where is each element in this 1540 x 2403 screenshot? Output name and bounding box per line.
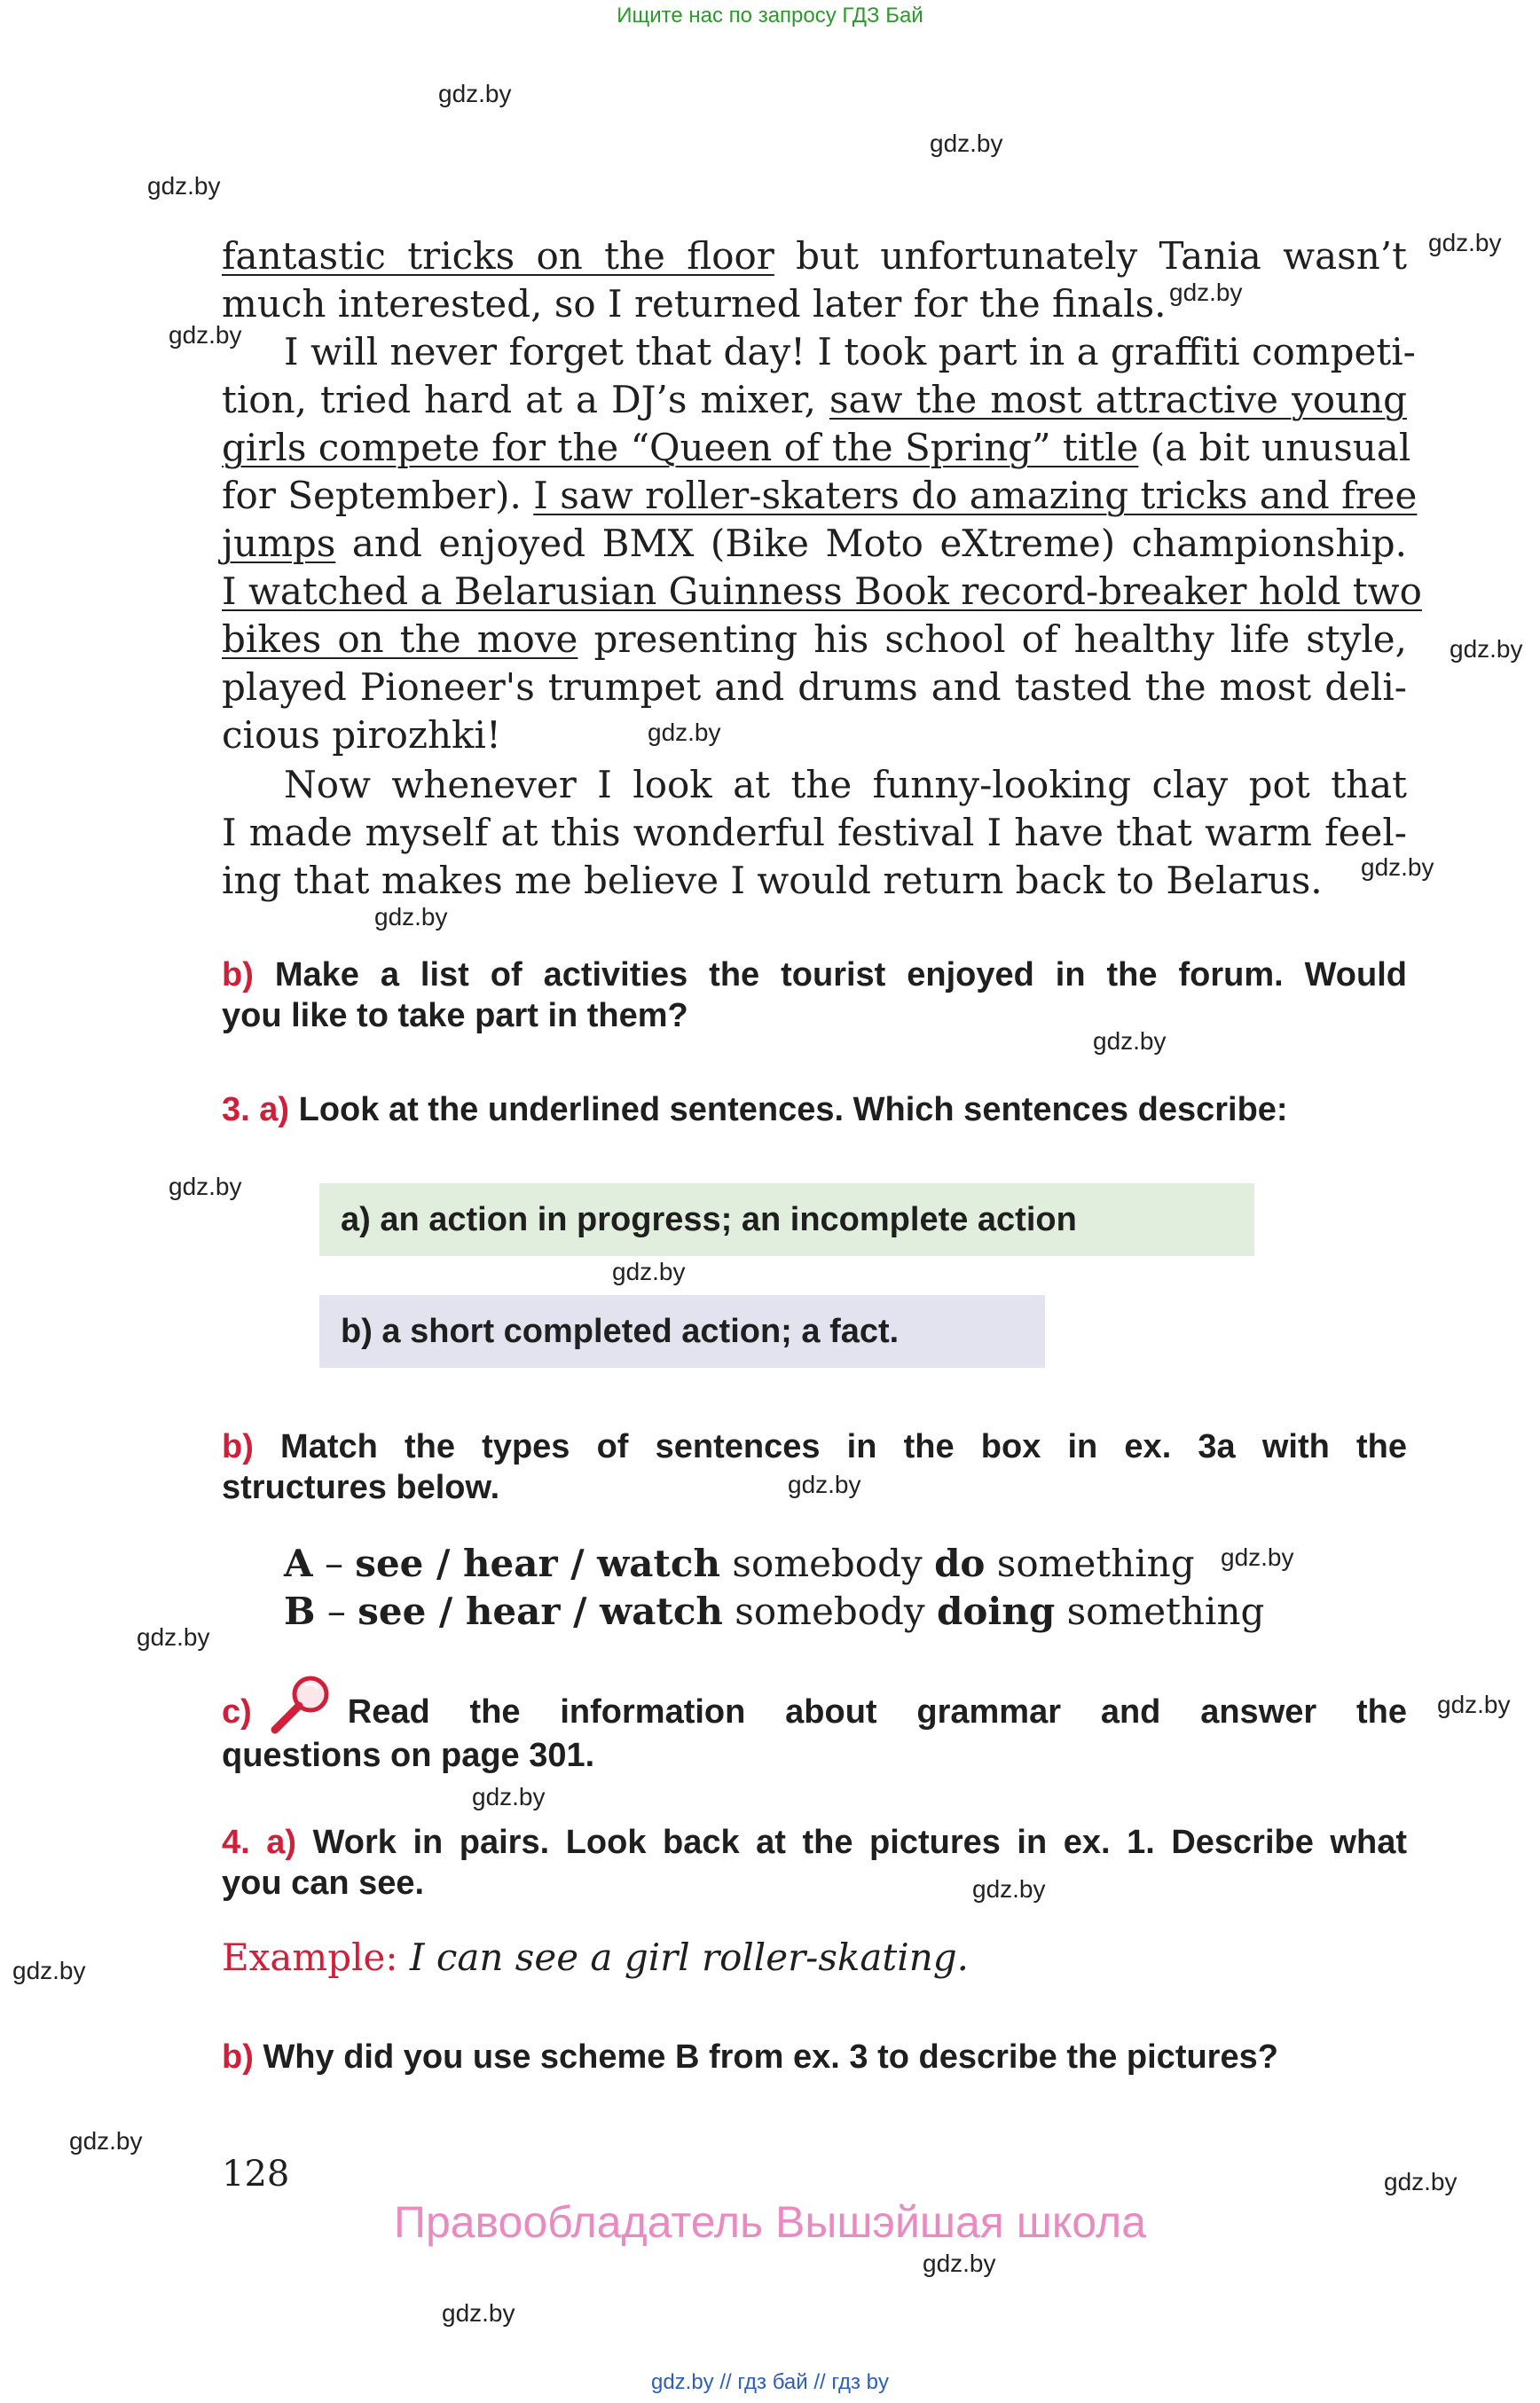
task-3c <box>222 1689 1407 1776</box>
task-3b-line-1 <box>222 1426 1407 1467</box>
text-run: Now whenever I look at the funny-looking clay pot that <box>284 763 1407 806</box>
text-run: somebody <box>722 1590 937 1633</box>
text-run: something <box>985 1542 1195 1585</box>
story-line <box>222 616 1407 664</box>
structure-form: do <box>934 1542 986 1585</box>
task-2b <box>222 954 1407 1036</box>
example <box>222 1936 969 1979</box>
underlined-phrase: saw the most attractive young <box>829 378 1407 421</box>
story-line <box>222 424 1411 472</box>
bottom-links[interactable]: gdz.by // гдз бай // гдз by <box>650 2370 890 2394</box>
story-line <box>222 711 1407 759</box>
watermark: gdz.by <box>1384 2168 1458 2195</box>
page-number: 128 <box>222 2154 290 2195</box>
underlined-phrase: girls compete for the “Queen of the Spring” title <box>222 426 1139 469</box>
watermark: gdz.by <box>374 903 448 931</box>
box-a-text: a) an action in progress; an incomplete action <box>341 1200 1077 1238</box>
watermark: gdz.by <box>438 80 512 107</box>
watermark: gdz.by <box>612 1258 686 1285</box>
underlined-phrase: fantastic tricks on the floor <box>222 234 774 278</box>
watermark: gdz.by <box>788 1471 861 1498</box>
task-text: Look at the underlined sentences. Which sentences describe: <box>298 1091 1288 1128</box>
task-2b-line-2: you like to take part in them? <box>222 997 688 1034</box>
example-text: I can see a girl roller-skating. <box>409 1936 969 1979</box>
structure-verbs: see / hear / watch <box>358 1590 723 1633</box>
story-line <box>222 857 1407 905</box>
story-line <box>222 376 1407 424</box>
watermark: gdz.by <box>69 2127 143 2155</box>
text-run: – <box>312 1542 356 1585</box>
task-3c-line-1 <box>222 1689 1407 1735</box>
text-run: I will never forget that day! I took part in a graffiti competi- <box>284 330 1416 373</box>
rights-holder: Правообладатель Вышэйшая школа <box>394 2197 1146 2247</box>
story-line <box>284 328 1416 376</box>
structure-letter: B <box>284 1590 316 1633</box>
magnifier-icon <box>266 1673 337 1735</box>
watermark: gdz.by <box>169 1173 242 1200</box>
watermark: gdz.by <box>137 1623 210 1651</box>
story-line <box>284 761 1407 809</box>
task-text: Why did you use scheme B from ex. 3 to describe the pictures? <box>263 2038 1278 2076</box>
task-marker: a) <box>266 1824 297 1861</box>
text-run: much interested, so I returned later for the finals. <box>222 282 1167 326</box>
task-text: Make a list of activities the tourist enjoyed in the forum. Would <box>274 956 1408 993</box>
watermark: gdz.by <box>442 2299 515 2327</box>
task-3a <box>222 1089 1407 1130</box>
text-run: for September). <box>222 474 534 517</box>
text-run: but unfortunately Tania wasn’t <box>774 234 1407 278</box>
task-4a-line-2: you can see. <box>222 1865 425 1902</box>
underlined-phrase: I watched a Belarusian Guinness Book record-breaker hold two <box>222 569 1422 613</box>
watermark: gdz.by <box>972 1875 1046 1903</box>
task-3c-line-2: questions on page 301. <box>222 1737 595 1774</box>
task-3b-line-2: structures below. <box>222 1469 500 1506</box>
text-run: and enjoyed BMX (Bike Moto eXtreme) championship. <box>335 522 1407 565</box>
task-2b-line-1 <box>222 954 1407 995</box>
story-line <box>222 568 1422 616</box>
box-b-text: b) a short completed action; a fact. <box>341 1312 900 1350</box>
watermark: gdz.by <box>1361 853 1434 881</box>
text-run: played Pioneer's trumpet and drums and tasted the most deli- <box>222 665 1407 709</box>
watermark: gdz.by <box>1093 1027 1167 1055</box>
story-line <box>222 664 1407 711</box>
watermark: gdz.by <box>930 130 1003 157</box>
box-b-completed-action <box>319 1295 1045 1368</box>
task-text: Match the types of sentences in the box in ex. 3a with the <box>280 1428 1407 1465</box>
box-a-action-in-progress <box>319 1183 1254 1256</box>
story-line <box>222 809 1407 857</box>
text-run: I made myself at this wonderful festival I have that warm feel- <box>222 811 1407 854</box>
structure-letter: A <box>284 1542 313 1585</box>
task-marker: b) <box>222 1428 254 1465</box>
structure-form: doing <box>936 1590 1056 1633</box>
task-marker: b) <box>222 2038 254 2076</box>
underlined-phrase: jumps <box>222 522 336 565</box>
watermark: gdz.by <box>648 719 721 746</box>
task-text: Work in pairs. Look back at the pictures in ex. 1. Describe what <box>312 1824 1407 1861</box>
structure-b <box>284 1590 1264 1633</box>
text-run: something <box>1055 1590 1265 1633</box>
watermark: gdz.by <box>12 1957 86 1984</box>
story-line <box>222 280 1407 328</box>
watermark: gdz.by <box>1450 635 1523 663</box>
task-number: 3. <box>222 1091 250 1128</box>
text-run: (a bit unusual <box>1138 426 1411 469</box>
text-run: ing that makes me believe I would return back to Belarus. <box>222 859 1323 902</box>
watermark: gdz.by <box>147 172 221 200</box>
underlined-phrase: bikes on the move <box>222 617 578 661</box>
example-label: Example: <box>222 1936 398 1979</box>
text-run: tion, tried hard at a DJ’s mixer, <box>222 378 829 421</box>
task-4b <box>222 2037 1407 2077</box>
task-marker: c) <box>222 1693 252 1731</box>
text-run: cious pirozhki! <box>222 713 501 757</box>
watermark: gdz.by <box>1221 1543 1294 1571</box>
watermark: gdz.by <box>472 1783 546 1810</box>
text-run: somebody <box>720 1542 935 1585</box>
watermark: gdz.by <box>1169 279 1243 306</box>
task-3b <box>222 1426 1407 1508</box>
task-marker: b) <box>222 956 254 993</box>
top-banner: Ищите нас по запросу ГДЗ Бай <box>617 4 923 27</box>
watermark: gdz.by <box>1428 229 1502 256</box>
task-4a-line-1 <box>222 1822 1407 1863</box>
story-line <box>222 232 1407 280</box>
story-line <box>222 520 1407 568</box>
task-4a <box>222 1822 1407 1904</box>
watermark: gdz.by <box>169 321 242 349</box>
task-text: Read the information about grammar and answer the <box>347 1693 1407 1731</box>
structure-a <box>284 1542 1195 1585</box>
story-line <box>222 472 1418 520</box>
task-marker: a) <box>259 1091 290 1128</box>
text-run: – <box>315 1590 358 1633</box>
task-number: 4. <box>222 1824 250 1861</box>
underlined-phrase: I saw roller-skaters do amazing tricks and free <box>533 474 1418 517</box>
text-run: presenting his school of healthy life style, <box>578 617 1408 661</box>
structure-verbs: see / hear / watch <box>355 1542 721 1585</box>
watermark: gdz.by <box>923 2250 996 2277</box>
watermark: gdz.by <box>1437 1691 1511 1718</box>
